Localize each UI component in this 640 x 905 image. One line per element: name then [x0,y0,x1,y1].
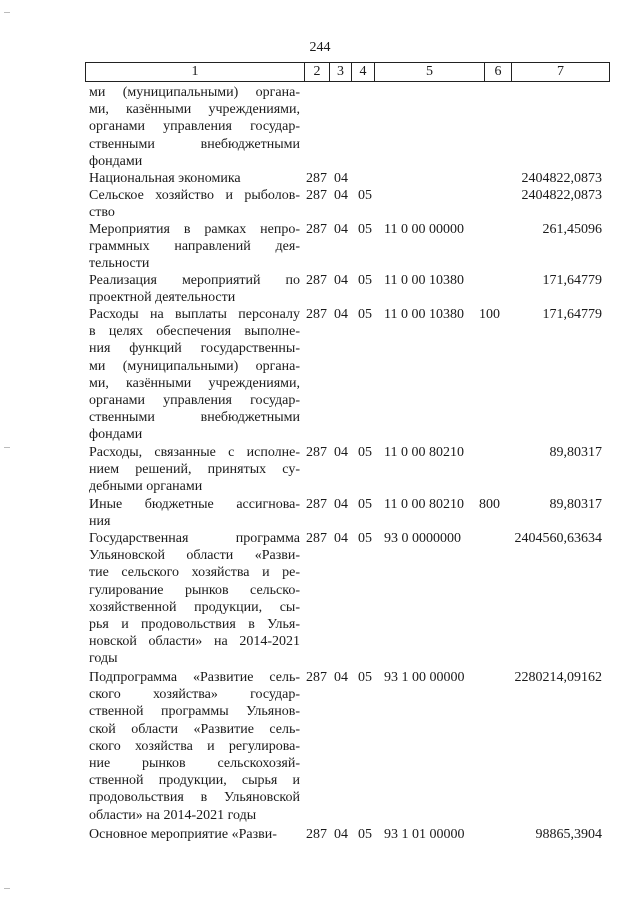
header-col-1: 1 [191,64,199,79]
row-code-section: 04 [334,827,348,842]
header-col-4: 4 [351,63,374,81]
row-target-code: 11 0 00 10380 [384,273,464,288]
row-name-line: ственными внебюджетными [89,410,300,426]
row-code-admin: 287 [306,188,327,203]
header-col-2: 2 [304,63,329,81]
row-name-line: дебными органами [89,479,203,495]
row-amount: 261,45096 [542,222,602,237]
row-code-subsection: 05 [358,307,372,322]
row-name-line: ственной программы Ульянов- [89,704,300,720]
row-name [89,84,300,170]
row-code-admin: 287 [306,531,327,546]
row-name [89,669,300,824]
row-name-line: продовольствия в Ульяновской [89,790,300,806]
row-name-line: органами управления государ- [89,119,300,135]
page-number: 244 [309,40,331,55]
row-name-line: ственной продукции, сырья и [89,773,300,789]
row-amount: 2404822,0873 [521,188,602,203]
row-name [89,221,300,273]
row-code-section: 04 [334,273,348,288]
header-col-3: 3 [329,63,351,81]
row-code-section: 04 [334,445,348,460]
row-name-line: Основное мероприятие «Разви- [89,827,277,842]
row-name-line: нием решений, принятых су- [89,462,300,478]
row-target-code: 93 0 0000000 [384,531,461,546]
scan-edge-mark [4,888,10,889]
row-name-line: ния функций государственны- [89,341,300,357]
row-name-line: фондами [89,427,143,443]
row-name-line: рья и продовольствия в Улья- [89,617,300,633]
row-code-admin: 287 [306,222,327,237]
row-code-section: 04 [334,188,348,203]
row-amount: 2404822,0873 [521,171,602,186]
row-target-code: 11 0 00 80210 [384,445,464,460]
row-name-line: ство [89,205,115,221]
row-name-line: области» на 2014-2021 годы [89,807,257,823]
row-name-line: ми (муниципальными) органа- [89,358,300,374]
row-amount: 89,80317 [549,445,602,460]
row-name-line: Ульяновской области «Разви- [89,548,300,564]
row-name-line: Подпрограмма «Развитие сель- [89,670,300,685]
row-code-section: 04 [334,171,348,186]
row-code-subsection: 05 [358,273,372,288]
row-target-code: 93 1 00 00000 [384,670,465,685]
row-amount: 2280214,09162 [514,670,602,685]
row-amount: 98865,3904 [535,827,602,842]
row-name-line: тельности [89,256,150,272]
row-code-subsection: 05 [358,827,372,842]
row-name-line: Расходы, связанные с исполне- [89,445,300,460]
header-col-7: 7 [511,63,609,81]
row-code-section: 04 [334,531,348,546]
row-name-line: новской области» на 2014-2021 [89,634,300,650]
row-target-code: 11 0 00 10380 [384,307,464,322]
row-code-admin: 287 [306,445,327,460]
row-target-code: 11 0 00 80210 [384,497,464,512]
row-code-subsection: 05 [358,445,372,460]
row-name-line: ми (муниципальными) органа- [89,85,300,100]
row-name-line: Иные бюджетные ассигнова- [89,497,300,512]
row-name-line: гулирование рынков сельско- [89,582,300,598]
row-name-line: тие сельского хозяйства и ре- [89,565,300,581]
row-code-admin: 287 [306,171,327,186]
row-code-section: 04 [334,670,348,685]
row-name-line: в целях обеспечения выполне- [89,324,300,340]
row-code-subsection: 05 [358,497,372,512]
header-col-6: 6 [484,63,511,81]
row-amount: 171,64779 [542,307,602,322]
row-amount: 89,80317 [549,497,602,512]
row-name [89,187,300,221]
row-code-subsection: 05 [358,531,372,546]
row-name-line: ми, казёнными учреждениями, [89,102,300,118]
row-code-subsection: 05 [358,188,372,203]
row-name [89,272,300,306]
scan-edge-mark [4,447,10,448]
row-target-code: 93 1 01 00000 [384,827,465,842]
row-name [89,306,300,444]
row-name-line: Государственная программа [89,531,300,546]
row-name-line: граммных направлений дея- [89,239,300,255]
row-name-line: ния [89,514,111,530]
row-code-subsection: 05 [358,222,372,237]
row-name-line: ской области «Развитие сель- [89,721,300,737]
row-code-section: 04 [334,222,348,237]
row-expense-type: 100 [479,307,500,322]
row-name-line: Мероприятия в рамках непро- [89,222,300,237]
row-name [89,826,300,843]
row-name-line: Реализация мероприятий по [89,273,300,288]
row-code-subsection: 05 [358,670,372,685]
row-name-line: годы [89,651,118,667]
row-name-line: ми, казёнными учреждениями, [89,375,300,391]
row-name-line: фондами [89,153,143,169]
row-name [89,444,300,496]
scan-edge-mark [4,12,10,13]
row-name-line: проектной деятельности [89,290,236,306]
row-code-admin: 287 [306,307,327,322]
row-code-section: 04 [334,307,348,322]
row-name-line: органами управления государ- [89,393,300,409]
row-target-code: 11 0 00 00000 [384,222,464,237]
row-name [89,170,300,187]
row-name-line: Сельское хозяйство и рыболов- [89,188,300,203]
row-name [89,530,300,668]
row-expense-type: 800 [479,497,500,512]
row-name-line: хозяйственной продукции, сы- [89,599,300,615]
row-code-section: 04 [334,497,348,512]
row-name [89,496,300,530]
row-amount: 171,64779 [542,273,602,288]
row-amount: 2404560,63634 [514,531,602,546]
row-name-line: ственными внебюджетными [89,136,300,152]
row-name-line: ского хозяйства» государ- [89,687,300,703]
row-code-admin: 287 [306,827,327,842]
row-name-line: Расходы на выплаты персоналу [89,307,300,322]
row-name-line: Национальная экономика [89,171,241,186]
row-name-line: ского хозяйства и регулирова- [89,738,300,754]
row-code-admin: 287 [306,497,327,512]
row-name-line: ние рынков сельскохозяй- [89,756,300,772]
row-code-admin: 287 [306,273,327,288]
row-code-admin: 287 [306,670,327,685]
header-col-5: 5 [374,63,484,81]
